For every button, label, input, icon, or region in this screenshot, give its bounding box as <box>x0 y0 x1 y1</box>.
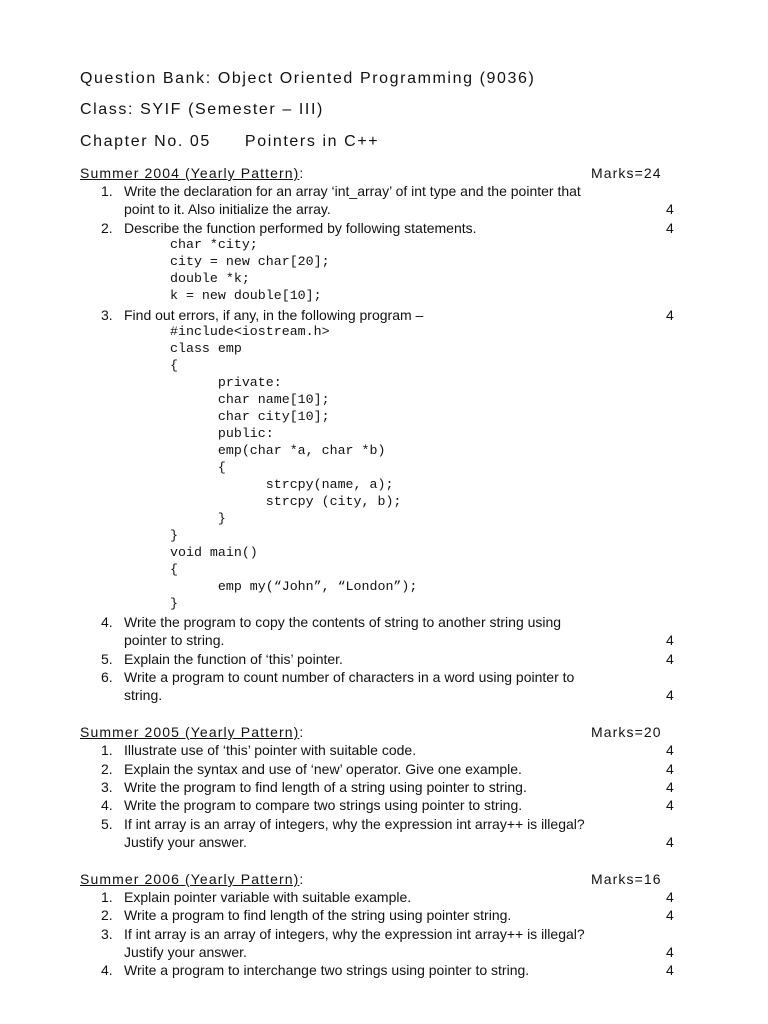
code-line: char *city; <box>170 237 258 252</box>
question-text: Justify your answer. <box>124 834 247 850</box>
question-number: 3. <box>101 926 113 942</box>
question-marks: 4 <box>666 797 674 813</box>
question-marks: 4 <box>666 742 674 758</box>
code-line: double *k; <box>170 271 250 286</box>
question-text: Write a program to find length of the string using pointer string. <box>124 907 512 923</box>
question-number: 4. <box>101 962 113 978</box>
question-number: 2. <box>101 220 113 236</box>
question-text: Write the declaration for an array ‘int_array’ of int type and the pointer that <box>124 183 581 199</box>
question-number: 4. <box>101 797 113 813</box>
code-line: strcpy (city, b); <box>170 494 402 509</box>
question-text: Explain the function of ‘this’ pointer. <box>124 651 343 667</box>
question-marks: 4 <box>666 889 674 905</box>
chapter-line <box>80 133 379 151</box>
question-marks: 4 <box>666 220 674 236</box>
code-line: class emp <box>170 341 242 356</box>
question-text: Explain pointer variable with suitable example. <box>124 889 412 905</box>
question-text: Write a program to interchange two strings using pointer to string. <box>124 962 530 978</box>
section-marks-summer-2005: Marks=20 <box>591 724 662 740</box>
code-line: } <box>170 528 178 543</box>
section-title-summer-2005: Summer 2005 (Yearly Pattern): <box>80 724 305 740</box>
question-marks: 4 <box>666 632 674 648</box>
code-line: } <box>170 511 226 526</box>
question-text: Describe the function performed by following statements. <box>124 220 477 236</box>
question-text: Find out errors, if any, in the following program – <box>124 307 424 323</box>
question-number: 1. <box>101 742 113 758</box>
code-line: char name[10]; <box>170 392 330 407</box>
question-text: If int array is an array of integers, why the expression int array++ is illegal? <box>124 926 585 942</box>
question-marks: 4 <box>666 307 674 323</box>
code-line: void main() <box>170 545 258 560</box>
question-text: If int array is an array of integers, why the expression int array++ is illegal? <box>124 816 585 832</box>
question-marks: 4 <box>666 687 674 703</box>
code-line: city = new char[20]; <box>170 254 330 269</box>
code-line: k = new double[10]; <box>170 288 322 303</box>
code-line: public: <box>170 426 274 441</box>
code-line: emp(char *a, char *b) <box>170 443 386 458</box>
chapter-number: Chapter No. 05 <box>80 133 211 150</box>
question-marks: 4 <box>666 944 674 960</box>
code-line: #include<iostream.h> <box>170 324 330 339</box>
question-number: 4. <box>101 614 113 630</box>
section-title-summer-2006: Summer 2006 (Yearly Pattern): <box>80 871 305 887</box>
question-marks: 4 <box>666 834 674 850</box>
question-number: 2. <box>101 907 113 923</box>
question-text: Explain the syntax and use of ‘new’ operator. Give one example. <box>124 761 522 777</box>
question-marks: 4 <box>666 201 674 217</box>
section-title-summer-2004: Summer 2004 (Yearly Pattern): <box>80 165 305 181</box>
code-line: { <box>170 358 178 373</box>
question-marks: 4 <box>666 761 674 777</box>
question-number: 1. <box>101 889 113 905</box>
document-title: Question Bank: Object Oriented Programming (9036) <box>80 70 536 87</box>
question-text: Write the program to copy the contents of string to another string using <box>124 614 562 630</box>
code-line: { <box>170 460 226 475</box>
question-number: 3. <box>101 307 113 323</box>
code-line: private: <box>170 375 282 390</box>
question-marks: 4 <box>666 907 674 923</box>
question-text: Justify your answer. <box>124 944 247 960</box>
question-text: Write the program to find length of a string using pointer to string. <box>124 779 527 795</box>
question-number: 3. <box>101 779 113 795</box>
question-marks: 4 <box>666 779 674 795</box>
question-text: point to it. Also initialize the array. <box>124 201 331 217</box>
code-line: { <box>170 562 178 577</box>
section-marks-summer-2006: Marks=16 <box>591 871 662 887</box>
class-line: Class: SYIF (Semester – III) <box>80 101 324 118</box>
question-number: 2. <box>101 761 113 777</box>
question-text: Write the program to compare two strings using pointer to string. <box>124 797 523 813</box>
question-text: pointer to string. <box>124 632 225 648</box>
question-text: Illustrate use of ‘this’ pointer with suitable code. <box>124 742 417 758</box>
question-number: 1. <box>101 183 113 199</box>
code-line: } <box>170 596 178 611</box>
chapter-name: Pointers in C++ <box>244 133 380 150</box>
code-line: strcpy(name, a); <box>170 477 394 492</box>
question-number: 5. <box>101 816 113 832</box>
question-text: Write a program to count number of characters in a word using pointer to <box>124 669 575 685</box>
question-number: 5. <box>101 651 113 667</box>
code-line: emp my(“John”, “London”); <box>170 579 418 594</box>
question-marks: 4 <box>666 962 674 978</box>
section-marks-summer-2004: Marks=24 <box>591 165 662 181</box>
code-line: char city[10]; <box>170 409 330 424</box>
question-text: string. <box>124 687 163 703</box>
question-number: 6. <box>101 669 113 685</box>
question-marks: 4 <box>666 651 674 667</box>
